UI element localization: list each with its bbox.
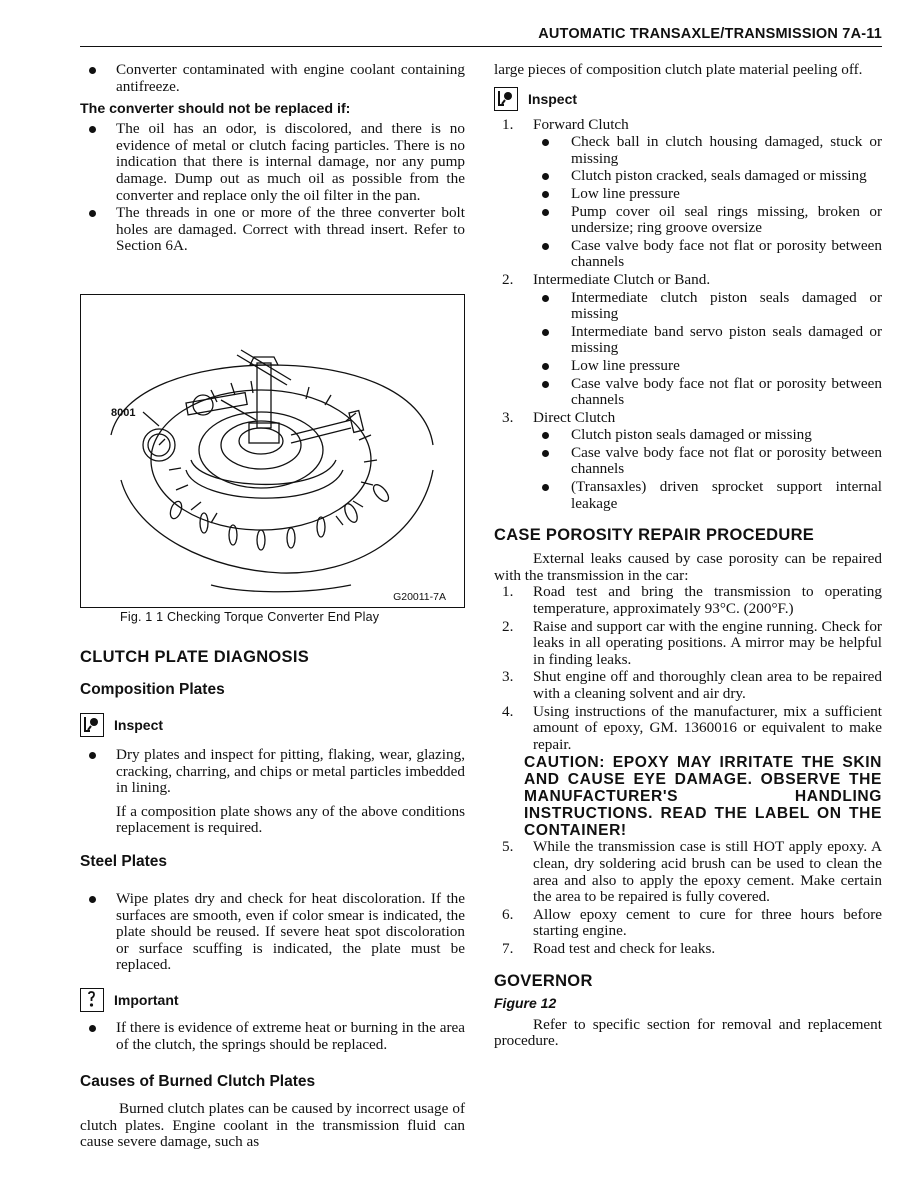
- sub-bullet: Intermediate band servo piston seals damaged or missing: [494, 324, 882, 357]
- steel-plates-heading: Steel Plates: [80, 852, 168, 870]
- bullet-dot: [89, 896, 96, 903]
- right-column: [494, 62, 882, 1050]
- porosity-intro: External leaks caused by case porosity can be repaired with the transmission in the car:: [494, 550, 882, 584]
- sub-bullet: Low line pressure: [494, 358, 882, 375]
- bullet-item: If there is evidence of extreme heat or burning in the area of the clutch, the springs should be replaced.: [80, 1020, 465, 1053]
- clutch-plate-heading: CLUTCH PLATE DIAGNOSIS: [80, 648, 310, 666]
- porosity-step: 2. Raise and support car with the engine running. Check for leaks in all operating positions. A mirror may be helpful in finding leaks.: [502, 617, 882, 668]
- bullet-dot: [542, 432, 549, 439]
- bullet-dot: [89, 126, 96, 133]
- important-icon: [80, 988, 104, 1012]
- bullet-dot: [89, 752, 96, 759]
- bullet-dot: [542, 191, 549, 198]
- inspect-icon: [494, 87, 518, 111]
- not-replaced-heading: The converter should not be replaced if:: [80, 101, 351, 118]
- inspect-tag: [80, 713, 465, 737]
- governor-text: Refer to specific section for removal and replacement procedure.: [494, 1015, 882, 1050]
- bullet-dot: [542, 173, 549, 180]
- epoxy-caution: CAUTION: EPOXY MAY IRRITATE THE SKIN AND CAUSE EYE DAMAGE. OBSERVE THE MANUFACTURER'S HANDLING INSTRUCTIONS. READ THE LABEL ON THE CONTAINER!: [524, 754, 882, 840]
- inspect-item: 3. Direct Clutch: [502, 408, 616, 426]
- sub-bullet: Case valve body face not flat or porosity between channels: [494, 376, 882, 409]
- inspect-item: 1. Forward Clutch: [502, 115, 629, 133]
- inspect-icon: [80, 713, 104, 737]
- page-header-title: AUTOMATIC TRANSAXLE/TRANSMISSION 7A-11: [538, 26, 882, 42]
- bullet-dot: [542, 450, 549, 457]
- bullet-dot: [542, 484, 549, 491]
- bullet-dot: [89, 1025, 96, 1032]
- figure-caption: Fig. 1 1 Checking Torque Converter End Play: [120, 610, 380, 624]
- bullet-dot: [89, 210, 96, 217]
- porosity-step: 3. Shut engine off and thoroughly clean area to be repaired with a cleaning solvent and air dry.: [502, 668, 882, 702]
- bullet-dot: [89, 67, 96, 74]
- sub-bullet: Intermediate clutch piston seals damaged or missing: [494, 290, 882, 323]
- porosity-step: 4. Using instructions of the manufacturer, mix a sufficient amount of epoxy, GM. 1360016 or equivalent to make repair.: [502, 702, 882, 753]
- sub-bullet: Case valve body face not flat or porosity between channels: [494, 445, 882, 478]
- burned-plates-text: Burned clutch plates can be caused by incorrect usage of clutch plates. Engine coolant in the transmission fluid can cause severe damage, such as: [80, 1100, 465, 1151]
- bullet-dot: [542, 381, 549, 388]
- sub-bullet: Check ball in clutch housing damaged, stuck or missing: [494, 134, 882, 167]
- figure-callout-label: 8001: [111, 407, 136, 419]
- bullet-item: Wipe plates dry and check for heat discoloration. If the surfaces are smooth, even if color smear is indicated, the plate should be reused. If severe heat spot discoloration or surface scuffing is indicated, the plate must be replaced.: [80, 891, 465, 974]
- bullet-item: Converter contaminated with engine coolant containing antifreeze.: [80, 62, 465, 95]
- burned-plates-heading: Causes of Burned Clutch Plates: [80, 1073, 316, 1091]
- governor-figure-ref: Figure 12: [494, 994, 557, 1011]
- sub-bullet: Pump cover oil seal rings missing, broken or undersize; ring groove oversize: [494, 204, 882, 237]
- sub-bullet: Clutch piston seals damaged or missing: [494, 427, 882, 444]
- important-tag: [80, 988, 465, 1012]
- important-label: Important: [114, 991, 179, 1008]
- bullet-dot: [542, 209, 549, 216]
- bullet-dot: [542, 139, 549, 146]
- left-column-lower: [80, 648, 465, 1151]
- bullet-dot: [542, 295, 549, 302]
- bullet-dot: [542, 243, 549, 250]
- composition-note: If a composition plate shows any of the above conditions replacement is required.: [116, 802, 465, 837]
- bullet-item: The threads in one or more of the three converter bolt holes are damaged. Correct with thread insert. Refer to Section 6A.: [80, 205, 465, 255]
- porosity-heading: CASE POROSITY REPAIR PROCEDURE: [494, 526, 815, 545]
- porosity-step: 7. Road test and check for leaks.: [502, 939, 716, 957]
- governor-heading: GOVERNOR: [494, 971, 593, 990]
- porosity-step: 6. Allow epoxy cement to cure for three hours before starting engine.: [502, 905, 882, 940]
- left-column: [80, 62, 465, 256]
- bullet-dot: [542, 363, 549, 370]
- torque-converter-illustration: [81, 295, 464, 607]
- porosity-step: 5. While the transmission case is still HOT apply epoxy. A clean, dry soldering acid brush can be used to clean the area and also to apply the epoxy cement. Make certain the area to be repaired is fully covered.: [502, 838, 882, 906]
- sub-bullet: Clutch piston cracked, seals damaged or missing: [494, 168, 882, 185]
- header-rule: [80, 46, 882, 47]
- figure-torque-converter: [80, 294, 465, 608]
- inspect-tag: [494, 87, 882, 111]
- composition-plates-heading: Composition Plates: [80, 681, 225, 698]
- inspect-label: Inspect: [114, 717, 164, 733]
- sub-bullet: Low line pressure: [494, 186, 882, 203]
- bullet-dot: [542, 329, 549, 336]
- sub-bullet: Case valve body face not flat or porosity between channels: [494, 238, 882, 271]
- figure-id: G20011-7A: [393, 591, 446, 603]
- inspect-label: Inspect: [528, 90, 578, 107]
- porosity-step: 1. Road test and bring the transmission to operating temperature, approximately 93°C. (200°F.): [502, 583, 882, 618]
- continuation-text: large pieces of composition clutch plate material peeling off.: [494, 61, 863, 78]
- inspect-item: 2. Intermediate Clutch or Band.: [502, 270, 711, 288]
- sub-bullet: (Transaxles) driven sprocket support internal leakage: [494, 479, 882, 512]
- bullet-item: The oil has an odor, is discolored, and there is no evidence of metal or clutch facing particles. There is no indication that there is internal damage, nor any pump damage. Dump out as much oil as possible from the converter and replace only the oil filter in the pan.: [80, 121, 465, 204]
- bullet-item: Dry plates and inspect for pitting, flaking, wear, glazing, cracking, charring, and chips or metal particles imbedded in lining.: [80, 747, 465, 797]
